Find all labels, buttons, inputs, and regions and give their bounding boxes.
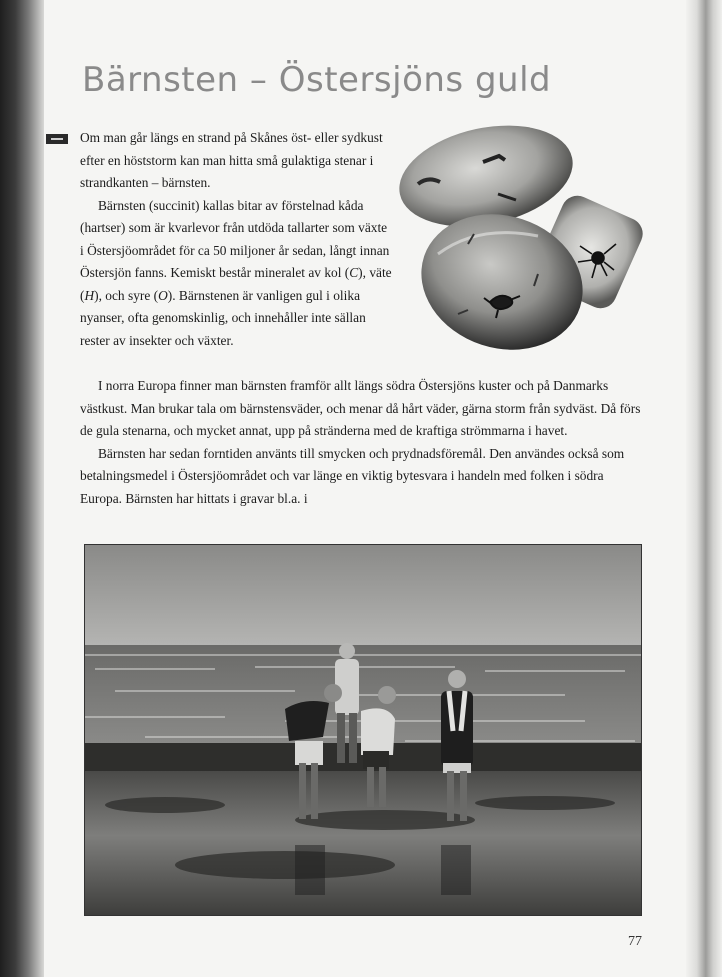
carbon-symbol: C: [349, 265, 359, 280]
intro-text: [80, 127, 392, 352]
body-paragraph-3: I norra Europa finner man bärnsten framför allt längs södra Östersjöns kuster och på Danmarks västkust. Man brukar tala om bärnstensväder, och menar då hårt väder, gärna storm från sydväst. Då förs de gula stenarna, och mycket annat, upp på stränderna med de kraftiga strömmarna i havet.: [80, 378, 641, 438]
amber-stones-photo: [398, 124, 648, 368]
intro-paragraph-2: Bärnsten (succinit) kallas bitar av förstelnad kåda (hartser) som är kvarlevor från utdöda tallarter som växte i Östersjöområdet för ca 50 miljoner år sedan, långt innan Östersjön fanns. Kemiskt består mineralet av kol (C), väte (H), och syre (O). Bärnstenen är vanligen gul i olika nyanser, ofta genomskinlig, och innehåller inte sällan rester av insekter och växter.: [80, 197, 392, 348]
body-text: [80, 375, 642, 510]
oxygen-symbol: O: [158, 287, 168, 303]
page-title: Bärnsten – Östersjöns guld: [82, 60, 552, 100]
page-number: 77: [628, 934, 642, 949]
sky: [85, 545, 641, 645]
beach-photo: [84, 544, 642, 916]
body-paragraph-4: Bärnsten har sedan forntiden använts till smycken och prydnadsföremål. Den användes också som betalningsmedel i Östersjöområdet och var länge en viktig bytesvara i handeln med folken i södra Europa. Bärnsten har hittats i gravar bl.a. i: [80, 445, 625, 506]
intro-paragraph-1: Om man går längs en strand på Skånes öst- eller sydkust efter en höststorm kan man hitta små gulaktiga stenar i strandkanten – bärnsten.: [80, 130, 383, 190]
hydrogen-symbol: H: [84, 287, 95, 303]
book-binding-shadow-left: [0, 0, 44, 977]
wet-sand: [85, 771, 641, 915]
section-marker-icon: [46, 134, 68, 144]
book-binding-shadow-right: [686, 0, 722, 977]
